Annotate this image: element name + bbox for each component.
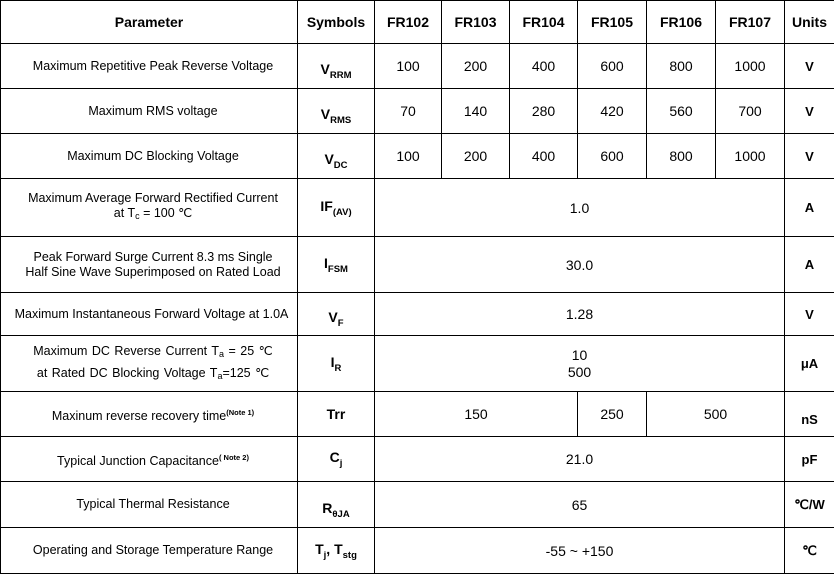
value: 1.0 <box>375 179 785 237</box>
unit: pF <box>785 437 834 482</box>
row-vdc <box>1 134 834 179</box>
value: 70 <box>375 89 442 134</box>
header-part-fr102: FR102 <box>375 1 442 44</box>
symbol: $I_R$ <box>298 336 375 392</box>
unit: nS <box>785 392 834 437</box>
row-rth <box>1 482 834 528</box>
symbol: $T_j$, $T_{stg}$ <box>298 528 375 574</box>
value: -55 ~ +150 <box>375 528 785 574</box>
unit: V <box>785 89 834 134</box>
value: 100 <box>375 44 442 89</box>
value: 280 <box>510 89 578 134</box>
value: 600 <box>578 44 647 89</box>
header-part-fr104: FR104 <box>510 1 578 44</box>
value: 420 <box>578 89 647 134</box>
value: 500 <box>647 392 785 437</box>
value: 1000 <box>716 134 785 179</box>
symbol: $V_F$ <box>298 293 375 336</box>
param-label: Typical Thermal Resistance <box>1 482 298 528</box>
param-label: Maxinum reverse recovery time$^{(Note 1)}$ <box>1 392 298 437</box>
row-ifav <box>1 179 834 237</box>
header-row <box>1 1 834 44</box>
unit: ℃ <box>785 528 834 574</box>
param-label: Maximum DC Reverse Current Ta = 25 ℃ at Rated DC Blocking Voltage Ta=125 ℃ <box>1 336 298 392</box>
unit: A <box>785 237 834 293</box>
value: 1.28 <box>375 293 785 336</box>
row-vrms <box>1 89 834 134</box>
header-part-fr103: FR103 <box>442 1 510 44</box>
unit: ℃/W <box>785 482 834 528</box>
header-part-fr105: FR105 <box>578 1 647 44</box>
value: 600 <box>578 134 647 179</box>
value: 21.0 <box>375 437 785 482</box>
value: 400 <box>510 44 578 89</box>
symbol: $R_{\theta JA}$ <box>298 482 375 528</box>
header-symbols: Symbols <box>298 1 375 44</box>
symbol: $IF_{(AV)}$ <box>298 179 375 237</box>
value: 800 <box>647 44 716 89</box>
header-part-fr107: FR107 <box>716 1 785 44</box>
symbol: $I_{FSM}$ <box>298 237 375 293</box>
row-temp <box>1 528 834 574</box>
param-label: Maximum DC Blocking Voltage <box>1 134 298 179</box>
value: 200 <box>442 44 510 89</box>
param-label: Maximum Repetitive Peak Reverse Voltage <box>1 44 298 89</box>
param-label: Peak Forward Surge Current 8.3 ms Single Half Sine Wave Superimposed on Rated Load <box>1 237 298 293</box>
unit: A <box>785 179 834 237</box>
param-label: Maximum Instantaneous Forward Voltage at 1.0A <box>1 293 298 336</box>
unit: μA <box>785 336 834 392</box>
row-vrrm <box>1 44 834 89</box>
value: 65 <box>375 482 785 528</box>
value: 400 <box>510 134 578 179</box>
header-part-fr106: FR106 <box>647 1 716 44</box>
unit: V <box>785 293 834 336</box>
unit: V <box>785 44 834 89</box>
symbol: $V_{RMS}$ <box>298 89 375 134</box>
row-vf <box>1 293 834 336</box>
value: 560 <box>647 89 716 134</box>
header-units: Units <box>785 1 834 44</box>
value: 800 <box>647 134 716 179</box>
row-ifsm <box>1 237 834 293</box>
row-ir <box>1 336 834 392</box>
value: 1000 <box>716 44 785 89</box>
value: 10 500 <box>375 336 785 392</box>
row-trr <box>1 392 834 437</box>
param-label: Typical Junction Capacitance$^{( Note 2)}$ <box>1 437 298 482</box>
symbol: $C_j$ <box>298 437 375 482</box>
param-label: Maximum RMS voltage <box>1 89 298 134</box>
row-cj <box>1 437 834 482</box>
value: 200 <box>442 134 510 179</box>
value: 700 <box>716 89 785 134</box>
param-label: Maximum Average Forward Rectified Current at Tc = 100 ℃ <box>1 179 298 237</box>
param-label: Operating and Storage Temperature Range <box>1 528 298 574</box>
value: 140 <box>442 89 510 134</box>
value: 250 <box>578 392 647 437</box>
symbol: Trr <box>298 392 375 437</box>
value: 30.0 <box>375 237 785 293</box>
value: 100 <box>375 134 442 179</box>
symbol: $V_{DC}$ <box>298 134 375 179</box>
header-parameter: Parameter <box>1 1 298 44</box>
value: 150 <box>375 392 578 437</box>
symbol: $V_{RRM}$ <box>298 44 375 89</box>
unit: V <box>785 134 834 179</box>
